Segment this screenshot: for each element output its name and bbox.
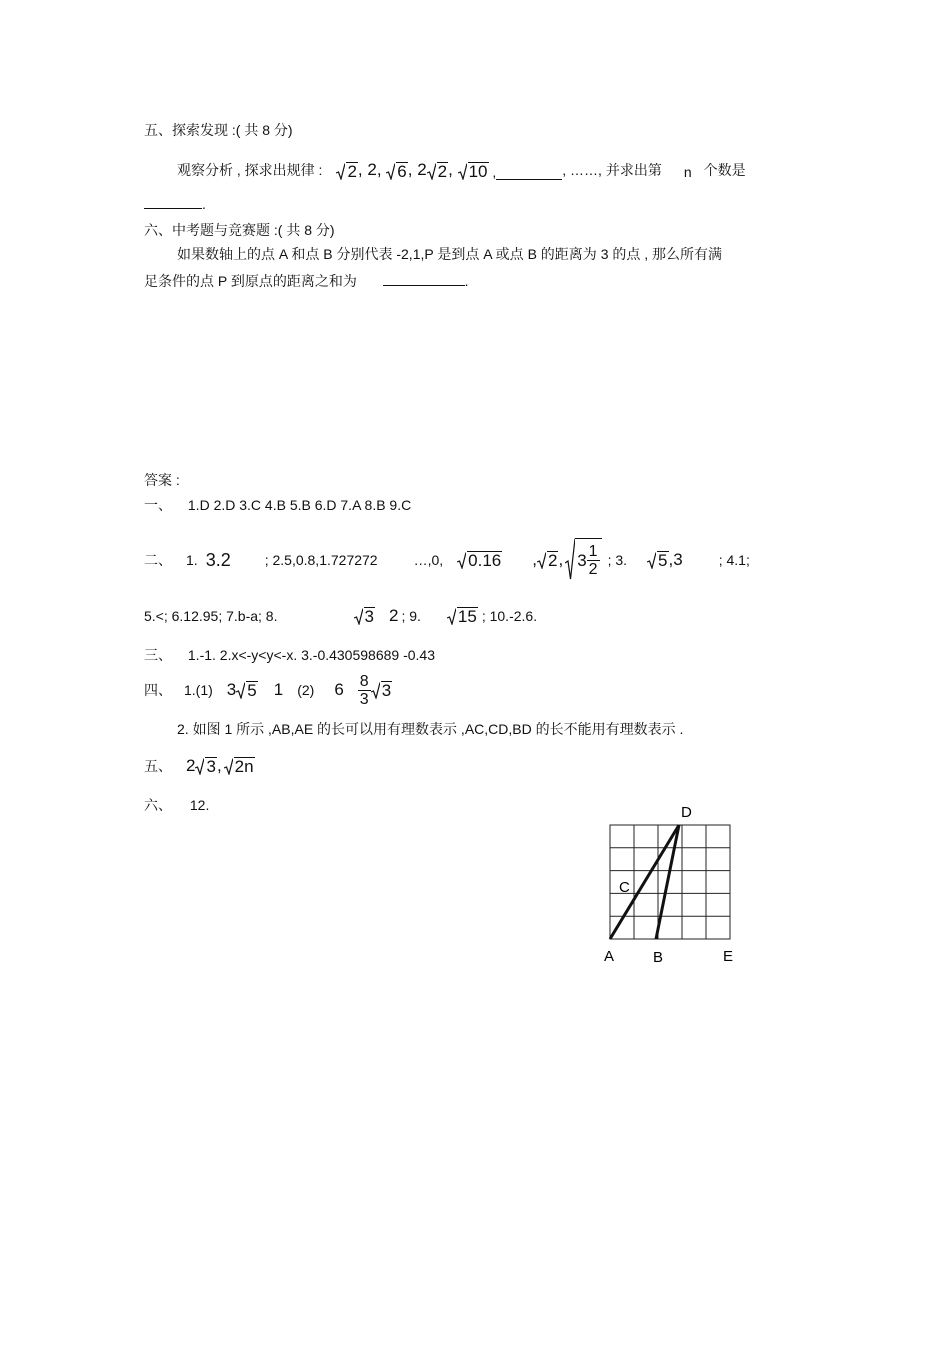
radical	[386, 162, 407, 180]
answer-3	[144, 645, 435, 665]
sqrt-sign-icon	[458, 163, 467, 180]
radicand: 5	[658, 551, 668, 570]
radicand	[575, 538, 601, 583]
answer-label: 六、	[144, 797, 172, 813]
answer-text: 2	[388, 606, 399, 625]
answer-text: ,	[558, 550, 564, 569]
answer-label: 五、	[144, 758, 172, 774]
sqrt-sign-icon	[647, 552, 656, 569]
answer-text: …,0,	[413, 552, 444, 568]
answer-text: ; 10.-2.6.	[481, 608, 538, 624]
answer-text: (2)	[297, 682, 315, 698]
answer-value: 3.2	[205, 549, 231, 570]
answer-text: ; 3.	[607, 552, 628, 568]
s6-end: .	[464, 273, 469, 289]
fraction	[587, 543, 600, 578]
radical	[224, 757, 255, 775]
answer-blank	[144, 208, 202, 209]
coefficient: 3	[226, 680, 237, 699]
seq-text: ,	[448, 160, 458, 179]
label-D: D	[681, 804, 692, 821]
sqrt-sign-icon	[336, 163, 345, 180]
sqrt-sign-icon	[386, 163, 395, 180]
radical	[447, 607, 478, 625]
label-B: B	[653, 949, 664, 966]
seq-text: , 2,	[357, 160, 387, 179]
answer-text: 5.<; 6.12.95; 7.b-a; 8.	[144, 608, 278, 624]
s5-n: n	[683, 164, 692, 180]
radical-fraction	[565, 538, 601, 583]
answer-4-part2: 2. 如图 1 所示 ,AB,AE 的长可以用有理数表示 ,AC,CD,BD 的长不能用有理数表示 .	[177, 721, 684, 737]
radicand: 10	[468, 162, 488, 181]
answers-title: 答案 :	[144, 472, 180, 488]
s6-line2-text: 足条件的点 P 到原点的距离之和为	[144, 273, 357, 289]
radicand: 6	[397, 162, 407, 181]
sqrt-sign-icon	[371, 682, 380, 699]
radical	[371, 681, 392, 699]
numerator: 1	[588, 543, 598, 560]
radicand: 0.16	[468, 551, 502, 570]
s6-line2	[144, 271, 469, 291]
s5-after: , ……, 并求出第	[562, 162, 662, 178]
section5-heading: 五、探索发现 :( 共 8 分)	[144, 122, 293, 138]
answer-text: ,	[532, 550, 537, 569]
answer-label: 四、	[144, 682, 172, 698]
section5-problem	[177, 156, 746, 180]
answer-text: ,3	[668, 550, 683, 569]
s5-sequence	[336, 160, 496, 180]
radicand: 15	[457, 607, 477, 626]
answer-text: 1.D 2.D 3.C 4.B 5.B 6.D 7.A 8.B 9.C	[187, 497, 412, 513]
answer-text: ; 4.1;	[718, 552, 750, 568]
answer-5	[144, 754, 255, 778]
answer-1	[144, 495, 411, 515]
s5-tail: 个数是	[703, 162, 746, 178]
answer-text: 1	[273, 680, 284, 699]
s5-answer-line	[144, 196, 206, 212]
fraction	[358, 673, 371, 708]
label-C: C	[619, 879, 630, 896]
radicand: 2	[347, 162, 357, 181]
numerator: 8	[359, 672, 369, 690]
denominator: 3	[359, 690, 369, 708]
answer-text: 1.	[186, 552, 198, 568]
sqrt-sign-icon	[565, 538, 575, 583]
answer-text: ; 2.5,0.8,1.727272	[264, 552, 378, 568]
radicand: 3	[381, 681, 392, 700]
answer-4	[144, 668, 392, 712]
sqrt-sign-icon	[354, 608, 363, 625]
radicand: 3	[206, 757, 216, 776]
sqrt-sign-icon	[447, 608, 456, 625]
answer-text: 1.(1)	[184, 682, 213, 698]
radicand: 2	[437, 162, 448, 181]
s5-intro: 观察分析 , 探求出规律 :	[177, 162, 323, 178]
sqrt-sign-icon	[236, 682, 245, 699]
answer-label: 二、	[144, 552, 172, 568]
radical	[537, 551, 558, 569]
answer-2-cont	[144, 604, 537, 628]
sqrt-sign-icon	[537, 552, 546, 569]
answer-blank	[496, 179, 562, 180]
radicand: 2n	[234, 757, 254, 776]
radical	[457, 551, 502, 569]
denominator: 2	[588, 561, 598, 578]
radical	[336, 162, 357, 180]
radical	[195, 757, 216, 775]
answer-label: 一、	[144, 497, 172, 513]
mixed-whole: 3	[577, 550, 587, 570]
answer-text: 12.	[189, 797, 210, 813]
grid-figure	[595, 800, 755, 970]
answer-text: 1.-1. 2.x<-y<y<-x. 3.-0.430598689 -0.43	[187, 647, 435, 663]
sqrt-sign-icon	[224, 758, 233, 775]
s5-end: .	[202, 196, 206, 212]
radical	[354, 607, 375, 625]
answer-blank	[383, 285, 465, 286]
answer-text: ,	[216, 756, 222, 775]
s6-line1: 如果数轴上的点 A 和点 B 分别代表 -2,1,P 是到点 A 或点 B 的距离为 3 的点 , 那么所有满	[177, 246, 723, 262]
seq-text: , 2	[407, 160, 427, 179]
radical	[236, 681, 257, 699]
answer-label: 三、	[144, 647, 172, 663]
radicand: 2	[548, 551, 558, 570]
coefficient: 2	[186, 756, 196, 775]
section6-heading: 六、中考题与竞赛题 :( 共 8 分)	[144, 222, 335, 238]
label-E: E	[723, 948, 734, 965]
label-A: A	[604, 948, 615, 965]
radicand: 3	[364, 607, 374, 626]
sqrt-sign-icon	[195, 758, 204, 775]
radical	[427, 162, 448, 180]
answer-text: 6	[334, 680, 344, 699]
sqrt-sign-icon	[457, 552, 466, 569]
answer-6	[144, 795, 209, 815]
answer-text: ; 9.	[401, 608, 421, 624]
sqrt-sign-icon	[427, 163, 436, 180]
answer-2	[144, 540, 750, 580]
radical	[647, 551, 668, 569]
seq-text: ,	[488, 164, 497, 180]
radicand: 5	[247, 681, 257, 700]
radical	[458, 162, 489, 180]
